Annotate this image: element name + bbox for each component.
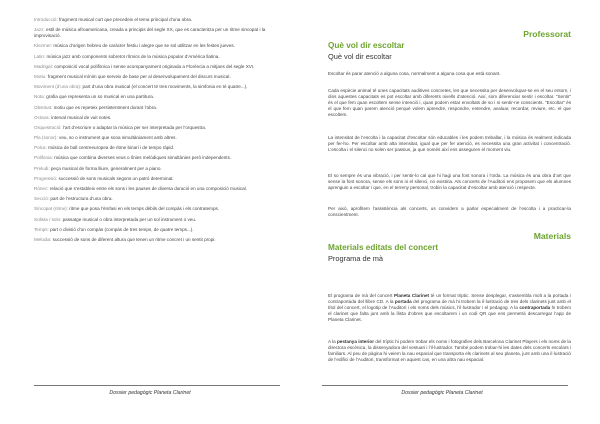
glossary-definition: estil de música afroamericana, creada a principis del segle XX, que es caracteritza per un ritme sincopat i la improvisació. [34, 27, 266, 39]
glossary-term: Octava: [34, 114, 50, 120]
footer-left: Dossier pedagògic Planeta Clarinet [109, 390, 191, 396]
heading-materials-editats: Materials editats del concert [328, 243, 439, 252]
glossary-term: Motiu: [34, 73, 47, 79]
glossary-entry [34, 115, 280, 121]
paragraph-1: Escoltar és parar atenció a alguna cosa, normalment a alguna cosa que està sonant. [328, 71, 501, 76]
right-page [300, 0, 600, 424]
paragraph-7: A la pestanya interior del tríptic hi podem trobar els noms i fotografies dels Barcelona Clarinet Players i els noms de la directora escènica, la dissenyadora del vestuari i l’il·lustrador. També podem trobar-hi les dates dels concerts escolars i familiars. Al peu de pàgina hi veiem la nau espacial que transporta els clarinets al seu planeta, junt amb una il·lustració de l’edifici de l’Auditori, transformat en aquest cas, en una altra nau espacial. [328, 339, 571, 362]
heading-que-vol-dir-escoltar: Què vol dir escoltar [328, 41, 405, 50]
glossary-entry [34, 206, 280, 212]
glossary-term: Madrigal: [34, 63, 53, 69]
glossary-definition: música de ball centreeuropea de ritme binari i de tempo ràpid. [48, 145, 175, 151]
glossary [34, 17, 280, 247]
glossary-definition: motiu que es repeteix persistentment durant l’obra. [53, 104, 158, 110]
glossary-term: Polca: [34, 145, 47, 151]
glossary-definition: l’art d’escriure o adaptar la música per ser interpretada per l’orquestra. [62, 124, 207, 130]
glossary-term: Melodia: [34, 236, 52, 242]
glossary-entry [34, 54, 280, 60]
glossary-entry [34, 74, 280, 80]
glossary-definition: part o divisió d’un compàs (compàs de tres temps, de quatre temps...). [50, 226, 194, 232]
footer-divider-right [322, 385, 568, 386]
glossary-entry [34, 176, 280, 182]
glossary-entry [34, 94, 280, 100]
glossary-term: Obstinat: [34, 104, 53, 110]
glossary-definition: relació que s’estableix entre els sons i les pauses de diversa duració en una composició musical. [49, 186, 247, 191]
glossary-term: Nota: [34, 94, 45, 100]
footer-divider-left [34, 385, 280, 386]
glossary-entry [34, 17, 280, 23]
glossary-entry [34, 217, 280, 223]
glossary-entry [34, 196, 280, 202]
glossary-definition: grafia que representa un so musical en una partitura. [46, 94, 155, 100]
glossary-definition: part d’una obra musical (el concert té tres moviments, la simfonia en té quatre...). [82, 84, 248, 90]
glossary-definition: fragment musical mínim que serveix de base per al desenvolupament del discurs musical. [47, 73, 231, 79]
glossary-term: Pla (sonor): [34, 135, 58, 141]
glossary-definition: fragment musical curt que precedeix el tema principal d’una obra. [59, 17, 193, 22]
glossary-term: Orquestració: [34, 124, 62, 130]
glossary-entry [34, 105, 280, 111]
section-title-materials: Materials [533, 231, 571, 241]
subheading-programa-de-ma: Programa de mà [328, 254, 384, 263]
glossary-definition: música jazz amb components sobretot rítmics de la música popular d’Amèrica llatina. [46, 53, 220, 59]
paragraph-2: Cada espècie animal té unes capacitats auditives concretes, les que necessita per desenvolupar-se en el seu entorn, i dins aquestes capacitats es pot escoltar amb diferents nivells d’atenció. Així, som diferenciar sentir i escoltar. “Sentir” és el que fem quan escoltem sense intenció i, quan podem estar envoltats de so i ni sentir-ne conscients. “Escoltar” és el que fem quan parem atenció perquè volem aprendre, respondre, entendre, avaluar, recordar, reviure, etc. el que escoltem. [328, 88, 571, 117]
glossary-term: Jazz: [34, 27, 45, 33]
glossary-definition: passatge musical o obra interpretada per un sol instrument o veu. [62, 216, 197, 222]
glossary-entry [34, 43, 280, 49]
glossary-term: Secció: [34, 196, 50, 202]
glossary-entry [34, 186, 280, 192]
glossary-term: Polifonia: [34, 155, 53, 161]
paragraph-3: La intensitat de l’escolta i la capacitat d’escoltar són educables i les podem treballar, i la música és realment indicada per fer-ho. Per escoltar amb alta intensitat, igual que per fer atenció, es necessita una gran activitat i concentració. L’escolta i el silenci no solen ser passius, ja que només així ens asseguren el moment viu. [328, 135, 571, 152]
glossary-entry [34, 155, 280, 161]
glossary-definition: ritme que posa l’èmfasi en els temps dèbils del compàs i els contratemps. [69, 206, 220, 212]
glossary-term: Latin: [34, 53, 46, 59]
glossary-definition: interval musical de vuit notes. [51, 114, 112, 120]
subheading-que-vol-dir-escoltar: Què vol dir escoltar [328, 52, 392, 61]
glossary-definition: peça musical de forma lliure, generalment per a piano. [50, 165, 162, 171]
glossary-entry [34, 237, 280, 243]
glossary-definition: música d’origen hebreu de caràcter festiu i alegre que se sol utilitzar en les festes jueves. [53, 43, 235, 49]
glossary-entry [34, 27, 280, 39]
glossary-definition: veu, so o instrument que sona simultàniament amb altres. [59, 135, 177, 141]
glossary-entry [34, 125, 280, 131]
glossary-definition: successió de sons musicals segons un patró determinat. [58, 175, 174, 181]
paragraph-5: Per això, aprofitem l’assistència als concerts, us convidem a parlar especialment de l’escolta i a practicar-la conscientment. [328, 206, 571, 217]
glossary-entry [34, 64, 280, 70]
glossary-definition: música que combina diverses veus o línies melòdiques simultànies però independents. [54, 155, 232, 161]
glossary-term: Temps: [34, 226, 49, 232]
footer-right: Dossier pedagògic Planeta Clarinet [401, 390, 483, 396]
glossary-entry [34, 135, 280, 141]
glossary-entry [34, 145, 280, 151]
glossary-term: Introducció: [34, 17, 58, 22]
glossary-definition: successió de sons de diferent altura que tenen un ritme concret i un sentit propi. [52, 236, 216, 242]
glossary-definition: composició vocal polifònica i sense acompanyament originada a Florència a mitjans del segle XVI. [54, 63, 255, 69]
glossary-term: Klezmer: [34, 43, 53, 49]
glossary-entry [34, 227, 280, 233]
glossary-entry [34, 166, 280, 172]
paragraph-4: El so sempre és una vibració, i per sentir-lo cal que hi hagi una font sonora i l’oïda. La música és una obra d’art que sense la font sonora, sense els sons ni el silenci, no existiria. Als concerts de l’Auditori ens proposem que els alumnes aprenguin a escoltar i que, en el terreny personal, trobin la capacitat d’escoltar amb atenció i respecte. [328, 173, 571, 190]
glossary-term: Preludi: [34, 165, 50, 171]
paragraph-6: El programa de mà del concert Planeta Clarinet té un format triptic. Sense desplegar, s’assembla molt a la portada i contraportada del llibre CD. A la portada del programa de mà hi trobem la il·lustració de tres dels clarinets junt amb el títol del concert, el logotip de l’Auditori i els noms dels músics, l’il·lustrador i el pedagog. A la contraportada hi trobem el clarinet que falta junt amb la llista d’obres que escoltarem i un codi QR que ens permetrà descarregar l’app de Planeta Clarinet. [328, 293, 571, 322]
glossary-term: Moviment (d’una obra): [34, 84, 82, 90]
glossary-term: Solista / solo: [34, 216, 62, 222]
glossary-definition: part de l’estructura d’una obra. [50, 196, 113, 202]
section-title-professorat: Professorat [523, 29, 571, 39]
glossary-term: Progressió: [34, 175, 58, 181]
glossary-entry [34, 84, 280, 90]
glossary-term: Rònec: [34, 186, 49, 191]
glossary-term: Síncopat (ritme): [34, 206, 68, 212]
